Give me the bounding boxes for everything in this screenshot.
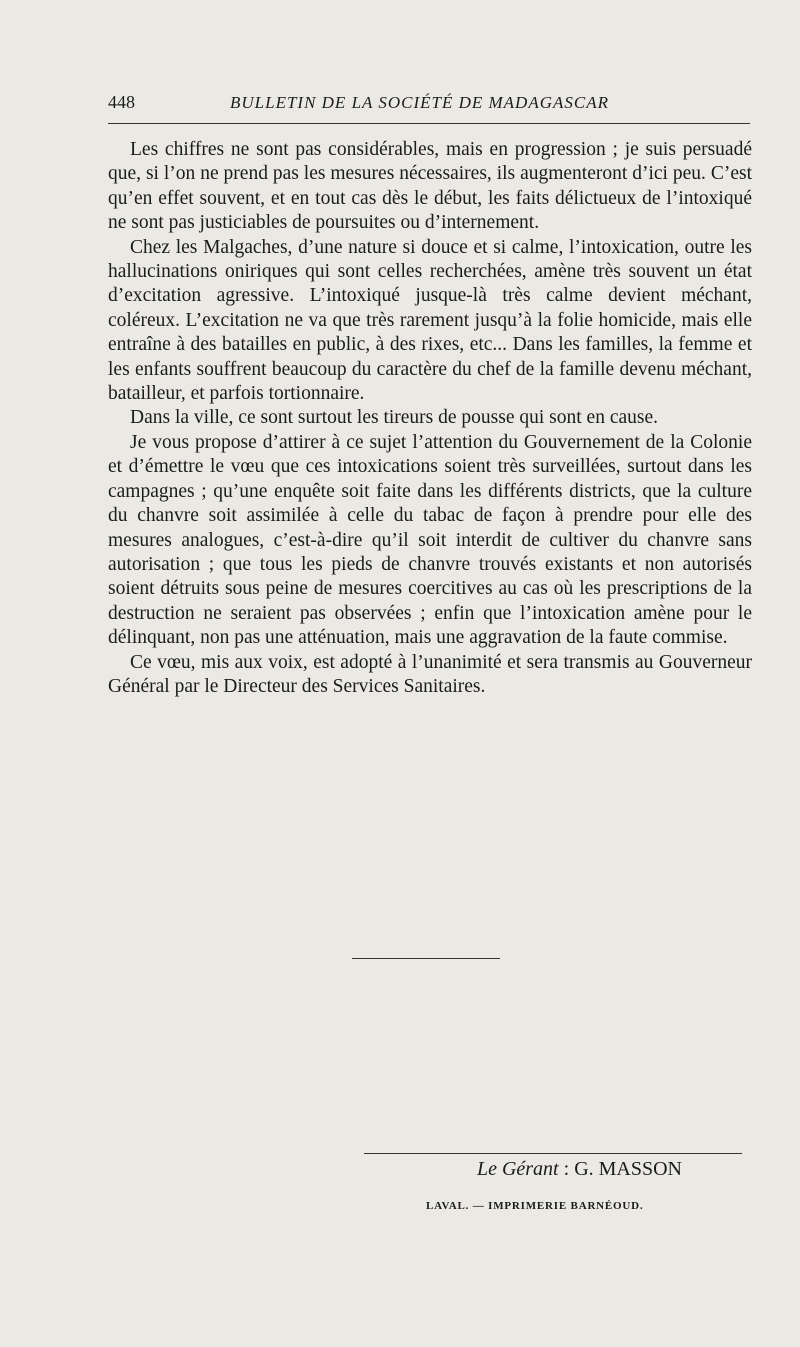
printer-imprint: LAVAL. — IMPRIMERIE BARNÉOUD.	[426, 1200, 644, 1212]
paragraph: Chez les Malgaches, d’une nature si douce et si calme, l’intoxication, outre les hallucinations oniriques qui sont celles recherchées, amène très souvent un état d’excitation agressive. L’intoxiqué jusque-là très calme devient méchant, coléreux. L’excitation ne va que très rarement jusqu’à la folie homicide, mais elle entraîne à des batailles en public, à des rixes, etc... Dans les familles, la femme et les enfants souffrent beaucoup du caractère du chef de la famille devenu méchant, batailleur, et parfois tortionnaire.	[108, 236, 752, 405]
signature-role: Le Gérant	[476, 1158, 559, 1180]
paragraph: Je vous propose d’attirer à ce sujet l’attention du Gouvernement de la Colonie et d’émettre le vœu que ces intoxications soient très surveillées, surtout dans les campagnes ; qu’une enquête soit faite dans les différents districts, que la culture du chanvre soit assimilée à celle du tabac de façon à prendre pour elle des mesures analogues, c’est-à-dire qu’il soit interdit de cultiver du chanvre sans autorisation ; que tous les pieds de chanvre trouvés existants et non autorisés soient détruits sous peine de mesures coercitives au cas où les prescriptions de la destruction ne seraient pas observées ; enfin que l’intoxication amène pour le délinquant, non pas une atténuation, mais une aggravation de la faute commise.	[108, 431, 752, 649]
signature-separator: :	[558, 1158, 575, 1180]
header-rule	[108, 123, 750, 124]
body-text	[108, 138, 752, 699]
signature-name: G. MASSON	[574, 1158, 682, 1180]
signature-line	[364, 1158, 682, 1181]
running-title: BULLETIN DE LA SOCIÉTÉ DE MADAGASCAR	[230, 93, 609, 112]
signature-rule	[364, 1153, 742, 1154]
page-number: 448	[108, 92, 135, 112]
paragraph: Dans la ville, ce sont surtout les tireurs de pousse qui sont en cause.	[130, 407, 659, 429]
paragraph: Les chiffres ne sont pas considérables, mais en progression ; je suis persuadé que, si l’on ne prend pas les mesures nécessaires, ils augmenteront d’ici peu. C’est qu’en effet souvent, et en tout cas dès le début, les faits délictueux de l’intoxiqué ne sont pas justiciables de poursuites ou d’internement.	[108, 139, 752, 234]
page-header	[108, 92, 750, 120]
paragraph: Ce vœu, mis aux voix, est adopté à l’unanimité et sera transmis au Gouverneur Général par le Directeur des Services Sanitaires.	[108, 651, 752, 697]
section-divider	[352, 958, 500, 959]
